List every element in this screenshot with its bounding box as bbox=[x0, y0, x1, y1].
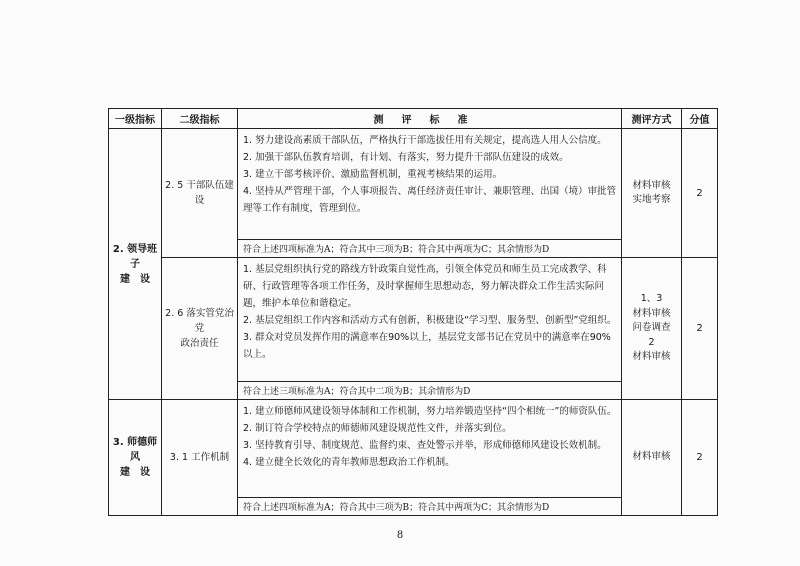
standard-item: 3. 群众对党员发挥作用的满意率在90%以上，基层党支部书记在党员中的满意率在90%以上。 bbox=[243, 332, 611, 360]
evaluation-table bbox=[108, 108, 718, 516]
standard-item: 4. 坚持从严管理干部，个人事项报告、离任经济责任审计、兼职管理、出国（境）审批管理等工作有制度，管理到位。 bbox=[243, 186, 617, 214]
method-line: 1、3 bbox=[640, 293, 663, 305]
level2-line: 2. 6 落实管党治党 bbox=[165, 308, 234, 334]
grading-rule: 符合上述三项标准为A；符合其中二项为B；其余情形为D bbox=[238, 382, 622, 400]
table-header-row bbox=[109, 109, 718, 129]
level2-cell bbox=[162, 129, 238, 258]
standard-items bbox=[238, 258, 622, 382]
table-row bbox=[109, 258, 718, 382]
standard-item: 2. 制订符合学校特点的师德师风建设规范性文件，并落实到位。 bbox=[243, 423, 512, 434]
method-line: 2 bbox=[648, 336, 655, 348]
method-line: 材料审核 bbox=[632, 351, 671, 363]
method-cell bbox=[622, 400, 682, 516]
header-score: 分值 bbox=[682, 109, 718, 129]
score-cell: 2 bbox=[682, 258, 718, 400]
standard-item: 1. 努力建设高素质干部队伍，严格执行干部选拔任用有关规定，提高选人用人公信度。 bbox=[243, 135, 607, 146]
method-line: 实地考察 bbox=[632, 194, 671, 205]
method-line: 材料审核 bbox=[632, 307, 671, 319]
header-level2: 二级指标 bbox=[162, 109, 238, 129]
standard-item: 3. 建立干部考核评价、激励监督机制，重视考核结果的运用。 bbox=[243, 169, 503, 180]
standard-item: 4. 建立健全长效化的青年教师思想政治工作机制。 bbox=[243, 457, 455, 468]
standard-item: 1. 建立师德师风建设领导体制和工作机制，努力培养锻造坚持“四个相统一”的师资队伍。 bbox=[243, 406, 617, 417]
standard-items bbox=[238, 400, 622, 498]
level2-line: 3. 1 工作机制 bbox=[169, 452, 230, 463]
level1-line: 3. 师德师风 bbox=[112, 437, 158, 463]
page-number: 8 bbox=[396, 530, 404, 541]
standard-item: 1. 基层党组织执行党的路线方针政策自觉性高，引领全体党员和师生员工完成教学、科研、行政管理等各项工作任务，及时掌握师生思想动态，努力解决群众工作生活实际问题，维护本单位和谐稳定。 bbox=[243, 264, 607, 309]
score-cell: 2 bbox=[682, 129, 718, 258]
standard-item: 2. 加强干部队伍教育培训，有计划、有落实，努力提升干部队伍建设的成效。 bbox=[243, 152, 569, 163]
standard-item: 3. 坚持教育引导、制度规范、监督约束、查处警示并举，形成师德师风建设长效机制。 bbox=[243, 440, 607, 451]
level1-line: 建 设 bbox=[120, 273, 150, 285]
level1-line: 2. 领导班子 bbox=[112, 243, 158, 270]
table-row bbox=[109, 129, 718, 240]
header-standard: 测评标准 bbox=[238, 109, 622, 129]
method-cell bbox=[622, 129, 682, 258]
header-method: 测评方式 bbox=[622, 109, 682, 129]
level1-line: 建 设 bbox=[120, 467, 150, 478]
level2-cell bbox=[162, 400, 238, 516]
score-cell: 2 bbox=[682, 400, 718, 516]
header-level1: 一级指标 bbox=[109, 109, 162, 129]
method-line: 材料审核 bbox=[632, 451, 671, 463]
standard-items bbox=[238, 129, 622, 240]
method-cell bbox=[622, 258, 682, 400]
level1-cell bbox=[109, 400, 162, 516]
level2-line: 政治责任 bbox=[180, 338, 219, 349]
grading-rule: 符合上述四项标准为A；符合其中三项为B；符合其中两项为C；其余情形为D bbox=[238, 498, 622, 516]
level2-line: 2. 5 干部队伍建设 bbox=[165, 180, 234, 206]
standard-item: 2. 基层党组织工作内容和活动方式有创新，积极建设“学习型、服务型、创新型”党组织。 bbox=[243, 315, 617, 326]
level2-cell bbox=[162, 258, 238, 400]
table-row bbox=[109, 400, 718, 498]
level1-cell bbox=[109, 129, 162, 400]
method-line: 问卷调查 bbox=[632, 322, 671, 334]
method-line: 材料审核 bbox=[632, 179, 671, 191]
grading-rule: 符合上述四项标准为A；符合其中三项为B；符合其中两项为C；其余情形为D bbox=[238, 240, 622, 258]
